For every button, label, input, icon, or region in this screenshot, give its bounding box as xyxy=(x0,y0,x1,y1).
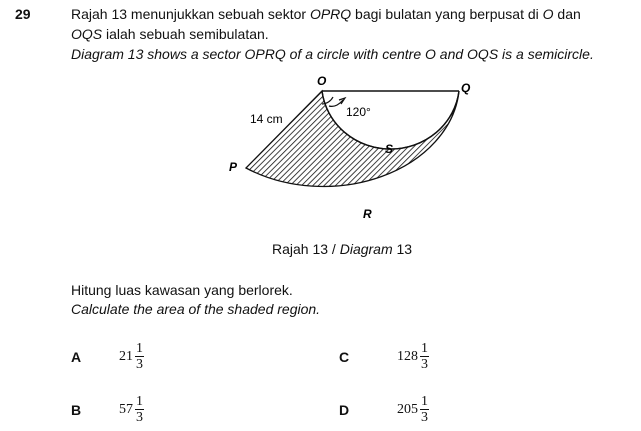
fraction-numerator: 1 xyxy=(136,394,143,409)
stem-text: Rajah 13 menunjukkan sebuah sektor xyxy=(71,6,310,22)
label-r: R xyxy=(363,207,372,221)
option-d[interactable] xyxy=(339,394,429,425)
fraction-denominator: 3 xyxy=(136,410,143,425)
angle-label: 120° xyxy=(346,105,371,119)
caption-malay: Rajah 13 / xyxy=(272,241,340,257)
stem-sector-name: OPRQ xyxy=(309,6,352,22)
label-q: Q xyxy=(461,81,471,95)
option-c[interactable] xyxy=(339,341,429,372)
label-s: S xyxy=(385,142,394,156)
stem-text: ialah sebuah semibulatan. xyxy=(102,26,269,42)
caption-english: Diagram xyxy=(339,241,393,257)
option-letter: C xyxy=(339,348,350,365)
stem-semicircle-name: OQS xyxy=(71,26,103,42)
fraction-numerator: 1 xyxy=(136,341,143,356)
question-number: 29 xyxy=(15,6,31,22)
stem-text: bagi bulatan yang berpusat di xyxy=(351,6,543,22)
option-letter: D xyxy=(339,401,350,418)
option-letter: B xyxy=(71,401,82,418)
option-letter: A xyxy=(71,348,82,365)
option-whole: 205 xyxy=(397,401,418,417)
fraction-denominator: 3 xyxy=(136,357,143,372)
option-fraction xyxy=(135,394,144,425)
option-whole: 57 xyxy=(119,401,133,417)
diagram-caption xyxy=(272,241,412,257)
fraction-numerator: 1 xyxy=(421,394,428,409)
instruction-malay: Hitung luas kawasan yang berlorek. xyxy=(71,282,293,298)
label-o: O xyxy=(317,74,327,88)
fraction-denominator: 3 xyxy=(421,357,428,372)
option-whole: 128 xyxy=(397,348,418,364)
instruction-english: Calculate the area of the shaded region. xyxy=(71,301,321,317)
fraction-denominator: 3 xyxy=(421,410,428,425)
stem-centre-name: O xyxy=(542,6,554,22)
option-fraction xyxy=(420,341,429,372)
caption-number: 13 xyxy=(392,241,413,257)
stem-text: dan xyxy=(553,6,581,22)
option-fraction xyxy=(420,394,429,425)
option-fraction xyxy=(135,341,144,372)
option-whole: 21 xyxy=(119,348,133,364)
fraction-numerator: 1 xyxy=(421,341,428,356)
option-a[interactable] xyxy=(71,341,144,372)
question-stem-english: Diagram 13 shows a sector OPRQ of a circle with centre O and OQS is a semicircle. xyxy=(71,46,594,62)
option-b[interactable] xyxy=(71,394,144,425)
radius-label: 14 cm xyxy=(250,112,283,126)
label-p: P xyxy=(229,160,238,174)
